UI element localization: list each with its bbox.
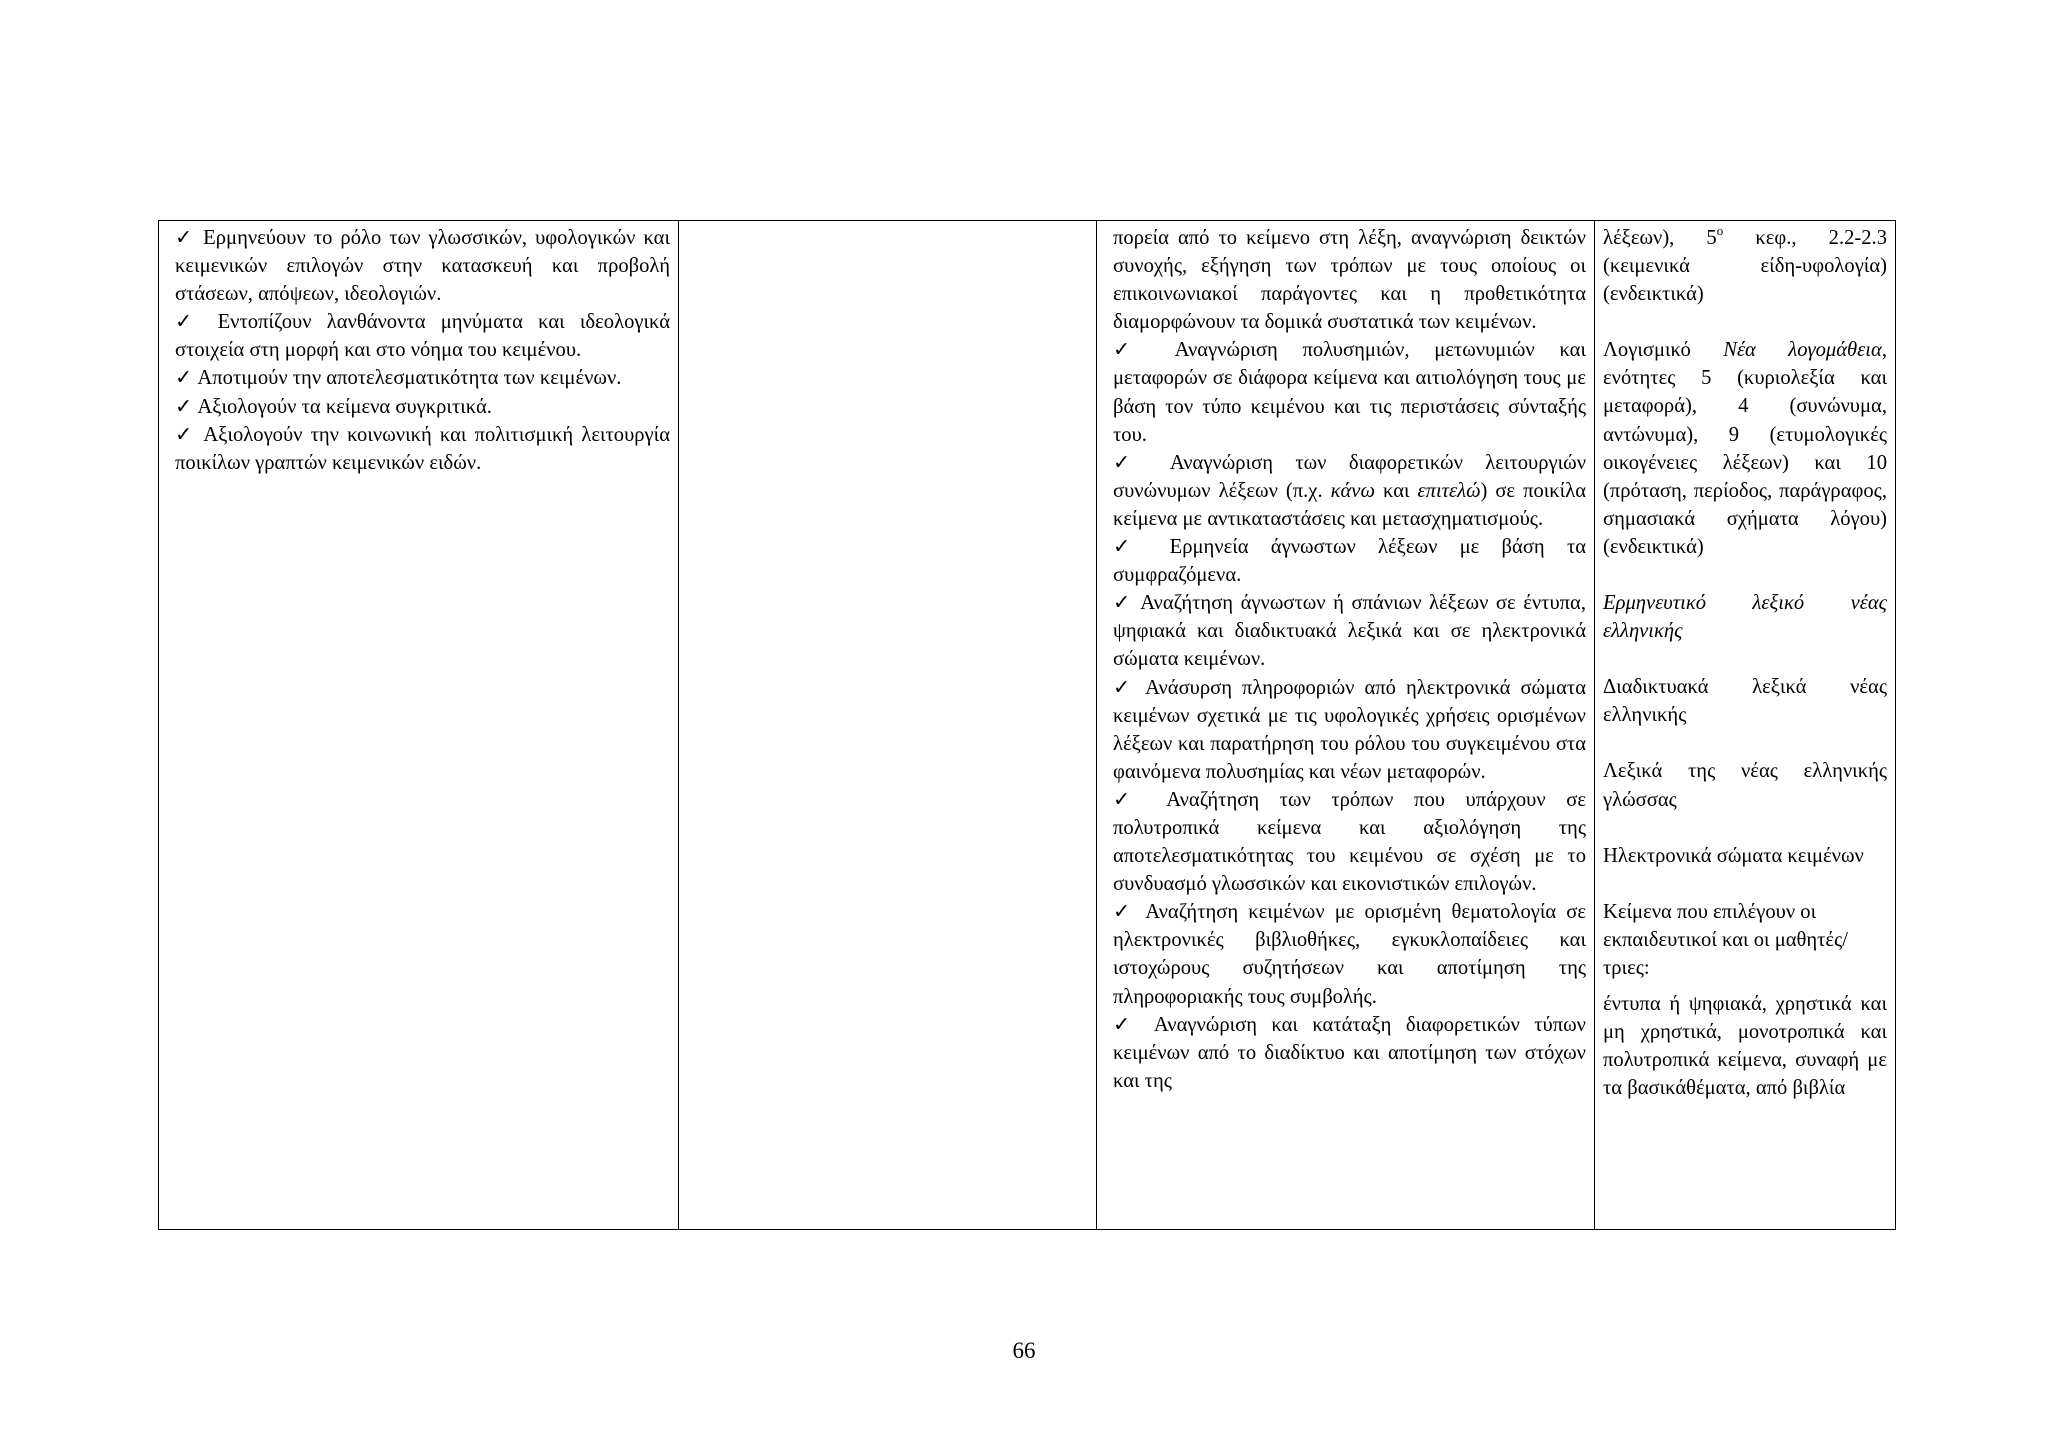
content-table bbox=[158, 220, 1896, 1230]
table-cell-resources bbox=[1595, 221, 1895, 1229]
list-item: ✓ Ανάσυρση πληροφοριών από ηλεκτρονικά σώματα κειμένων σχετικά με τις υφολογικές χρήσεις ορισμένων λέξεων και παρατήρηση του ρόλου του συγκειμένου στα φαινόμενα πολυσημίας και νέων μεταφορών. bbox=[1113, 674, 1586, 786]
resource-paragraph: έντυπα ή ψηφιακά, χρηστικά και μη χρηστικά, μονοτροπικά και πολυτροπικά κείμενα, συναφή με τα βασικάθέματα, από βιβλία bbox=[1603, 992, 1887, 1100]
page-number: 66 bbox=[1012, 1338, 1036, 1363]
resource-paragraph: Ηλεκτρονικά σώματα κειμένων bbox=[1603, 844, 1864, 867]
list-item: ✓ Εντοπίζουν λανθάνοντα μηνύματα και ιδεολογικά στοιχεία στη μορφή και στο νόημα του κειμένου. bbox=[175, 308, 670, 364]
list-item: ✓ Αξιολογούν τα κείμενα συγκριτικά. bbox=[175, 393, 670, 421]
paragraph: πορεία από το κείμενο στη λέξη, αναγνώριση δεικτών συνοχής, εξήγηση των τρόπων με τους οποίους οι επικοινωνιακοί παράγοντες και η προθετικότητα διαμορφώνουν τα δομικά συστατικά των κειμένων. bbox=[1113, 227, 1586, 334]
resource-paragraph: Λεξικά της νέας ελληνικής γλώσσας bbox=[1603, 760, 1887, 811]
list-item: ✓ Αναγνώριση και κατάταξη διαφορετικών τύπων κειμένων από το διαδίκτυο και αποτίμηση των στόχων και της bbox=[1113, 1011, 1586, 1095]
resource-paragraph: λέξεων), $5^o$ κεφ., 2.2-2.3 (κειμενικά είδη-υφολογία) (ενδεικτικά) bbox=[1603, 223, 1887, 306]
list-item: ✓ Αναζήτηση των τρόπων που υπάρχουν σε πολυτροπικά κείμενα και αξιολόγηση της αποτελεσματικότητας του κειμένου σε σχέση με το συνδυασμό γλωσσικών και εικονιστικών επιλογών. bbox=[1113, 786, 1586, 898]
resource-paragraph: Κείμενα που επιλέγουν οι εκπαιδευτικοί και οι μαθητές/τριες: bbox=[1603, 900, 1848, 979]
table-cell-empty bbox=[679, 221, 1097, 1229]
table-cell-learning-objectives bbox=[159, 221, 679, 1229]
table-cell-activities bbox=[1097, 221, 1595, 1229]
resource-paragraph: Διαδικτυακά λεξικά νέας ελληνικής bbox=[1603, 676, 1887, 727]
list-item: ✓ Αναγνώριση πολυσημιών, μετωνυμιών και μεταφορών σε διάφορα κείμενα και αιτιολόγηση τους με βάση τον τύπο κειμένου και τις περιστάσεις σύνταξής του. bbox=[1113, 336, 1586, 448]
list-item: ✓ Ερμηνεύουν το ρόλο των γλωσσικών, υφολογικών και κειμενικών επιλογών στην κατασκευή και προβολή στάσεων, απόψεων, ιδεολογιών. bbox=[175, 224, 670, 308]
list-item: ✓ Αποτιμούν την αποτελεσματικότητα των κειμένων. bbox=[175, 364, 670, 392]
list-item-synonyms: ✓ Αναγνώριση των διαφορετικών λειτουργιών συνώνυμων λέξεων (π.χ. κάνω και επιτελώ) σε ποικίλα κείμενα με αντικαταστάσεις και μετασχηματισμούς. bbox=[1113, 449, 1586, 533]
list-item: ✓ Αξιολογούν την κοινωνική και πολιτισμική λειτουργία ποικίλων γραπτών κειμενικών ειδών. bbox=[175, 421, 670, 477]
list-item: ✓ Αναζήτηση κειμένων με ορισμένη θεματολογία σε ηλεκτρονικές βιβλιοθήκες, εγκυκλοπαίδειες και ιστοχώρους συζητήσεων και αποτίμηση της πληροφοριακής τους συμβολής. bbox=[1113, 898, 1586, 1010]
resource-paragraph: Ερμηνευτικό λεξικό νέας ελληνικής bbox=[1603, 592, 1887, 643]
list-item: ✓ Αναζήτηση άγνωστων ή σπάνιων λέξεων σε έντυπα, ψηφιακά και διαδικτυακά λεξικά και σε ηλεκτρονικά σώματα κειμένων. bbox=[1113, 589, 1586, 673]
list-item: ✓ Ερμηνεία άγνωστων λέξεων με βάση τα συμφραζόμενα. bbox=[1113, 533, 1586, 589]
resource-paragraph: Λογισμικό Νέα λογομάθεια, ενότητες 5 (κυριολεξία και μεταφορά), 4 (συνώνυμα, αντώνυμα), 9 (ετυμολογικές οικογένειες λέξεων) και 10 (πρόταση, περίοδος, παράγραφος, σημασιακά σχήματα λόγου) (ενδεικτικά) bbox=[1603, 339, 1887, 558]
